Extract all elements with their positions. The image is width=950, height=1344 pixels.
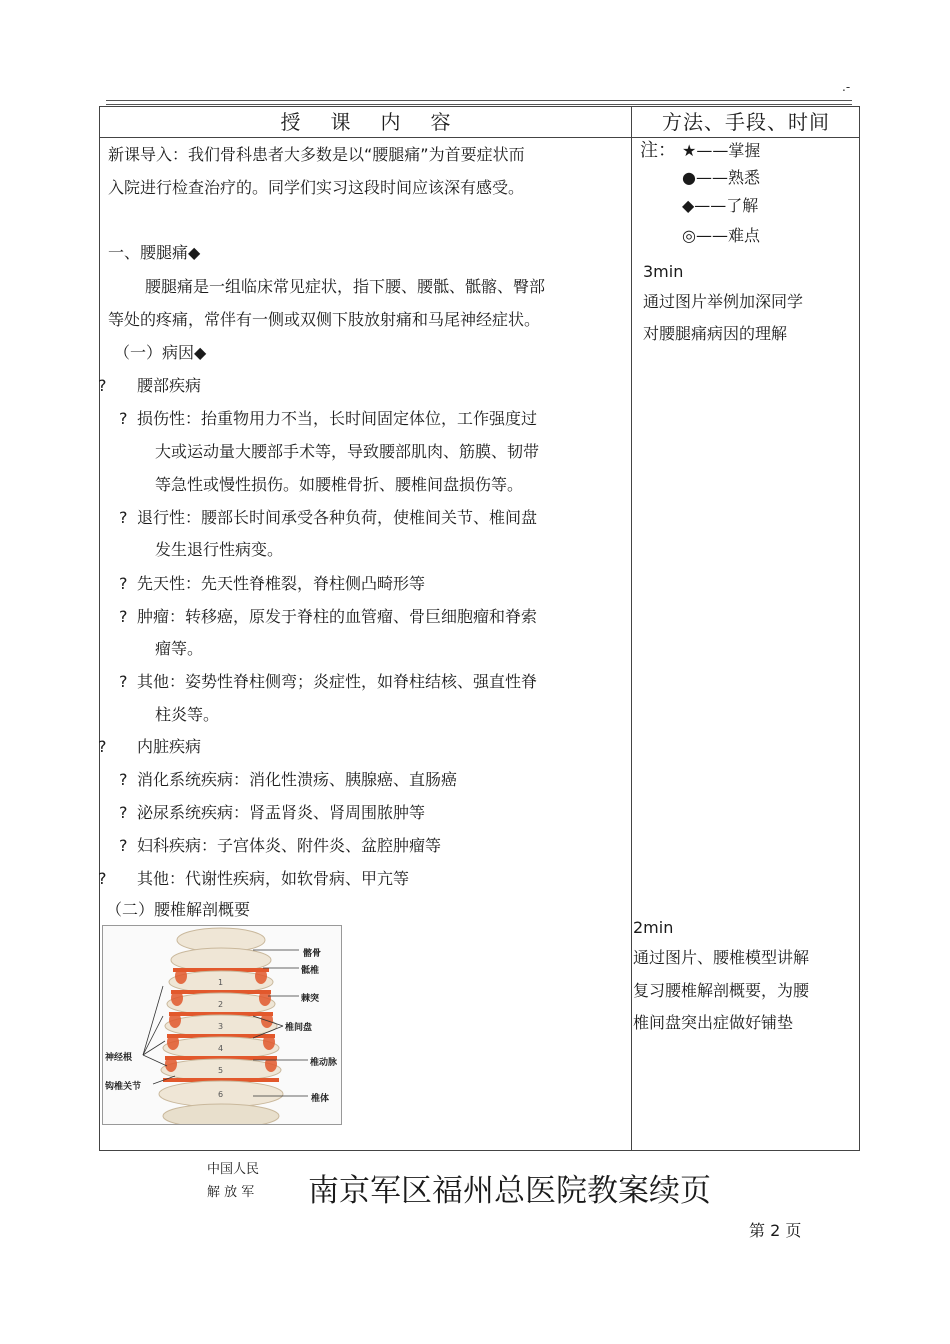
section1-para-line-1: 腰腿痛是一组临床常见症状，指下腰、腰骶、骶髂、臀部 [145, 277, 546, 296]
intro-line-1: 新课导入：我们骨科患者大多数是以“腰腿痛”为首要症状而 [108, 145, 525, 164]
header-teaching-content: 授课内容 [280, 110, 481, 134]
item3-line-1: 先天性：先天性脊椎裂，脊柱侧凸畸形等 [137, 574, 426, 593]
item3-mark: ? [119, 574, 128, 593]
legend-prefix: 注： [640, 140, 676, 161]
item1-line-3: 等急性或慢性损伤。如腰椎骨折、腰椎间盘损伤等。 [155, 475, 524, 494]
item1-mark: ? [119, 409, 128, 428]
note2-line-2: 复习腰椎解剖概要，为腰 [633, 981, 810, 1000]
item6-line-1: 消化系统疾病：消化性溃疡、胰腺癌、直肠癌 [137, 770, 458, 789]
label-iliac: 髂骨 [303, 949, 322, 959]
label-nerve-root: 神经根 [105, 1053, 133, 1063]
item2-line-1: 退行性：腰部长时间承受各种负荷，使椎间关节、椎间盘 [137, 508, 538, 527]
item8-mark: ? [119, 836, 128, 855]
legend-familiar: ●——熟悉 [682, 168, 760, 187]
cat3-title: 其他：代谢性疾病，如软骨病、甲亢等 [137, 869, 410, 888]
cat1-mark: ? [98, 376, 107, 395]
footer-title: 南京军区福州总医院教案续页 [308, 1173, 711, 1209]
section1-para-line-2: 等处的疼痛，常伴有一侧或双侧下肢放射痛和马尾神经症状。 [108, 310, 541, 329]
section1-title: 一、腰腿痛◆ [108, 243, 201, 262]
vertebral-column [159, 928, 283, 1125]
label-uncovertebral: 钩椎关节 [105, 1082, 142, 1092]
item6-mark: ? [119, 770, 128, 789]
item2-line-2: 发生退行性病变。 [155, 540, 284, 559]
top-rule-1 [106, 100, 852, 101]
item1-line-1: 损伤性：抬重物用力不当，长时间固定体位，工作强度过 [137, 409, 538, 428]
time-2min: 2min [633, 918, 674, 937]
vertebra-number-5: 5 [218, 1066, 224, 1075]
legend-difficult: ◎——难点 [682, 226, 760, 245]
legend-understand: ◆——了解 [682, 196, 759, 215]
note2-line-3: 椎间盘突出症做好铺垫 [633, 1013, 794, 1032]
vertebra-number-1: 1 [218, 978, 224, 987]
note1-line-2: 对腰腿痛病因的理解 [643, 324, 788, 343]
vertebra-number-4: 4 [218, 1044, 224, 1053]
legend-master: ★——掌握 [682, 141, 761, 160]
column-divider [631, 107, 632, 1150]
cat1-title: 腰部疾病 [137, 376, 202, 395]
label-disc: 椎间盘 [285, 1023, 313, 1033]
corner-mark: .- [842, 80, 851, 94]
cat2-title: 内脏疾病 [137, 737, 202, 756]
note2-line-1: 通过图片、腰椎模型讲解 [633, 948, 810, 967]
item4-mark: ? [119, 607, 128, 626]
item7-line-1: 泌尿系统疾病：肾盂肾炎、肾周围脓肿等 [137, 803, 426, 822]
page-number: 第 2 页 [749, 1221, 802, 1240]
intro-line-2: 入院进行检查治疗的。同学们实习这段时间应该深有感受。 [108, 178, 525, 197]
label-vertebral-body: 椎体 [311, 1094, 330, 1104]
label-artery: 椎动脉 [310, 1058, 338, 1068]
footer-org-line-1: 中国人民 [207, 1162, 260, 1177]
label-sacrum: 骶椎 [301, 966, 320, 976]
vertebra-number-3: 3 [218, 1022, 224, 1031]
time-3min: 3min [643, 262, 684, 281]
item8-line-1: 妇科疾病：子宫体炎、附件炎、盆腔肿瘤等 [137, 836, 442, 855]
item7-mark: ? [119, 803, 128, 822]
item2-mark: ? [119, 508, 128, 527]
footer-org-line-2: 解 放 军 [207, 1185, 255, 1200]
vertebra-number-2: 2 [218, 1000, 224, 1009]
header-method-time: 方法、手段、时间 [662, 110, 830, 134]
item1-line-2: 大或运动量大腰部手术等，导致腰部肌肉、筋膜、韧带 [155, 442, 540, 461]
top-rule-2 [106, 104, 852, 105]
header-divider [100, 137, 859, 138]
sub1-title: （一）病因◆ [114, 343, 207, 362]
item4-line-1: 肿瘤：转移癌，原发于脊柱的血管瘤、骨巨细胞瘤和脊索 [137, 607, 538, 626]
item5-line-2: 柱炎等。 [155, 705, 220, 724]
cat2-mark: ? [98, 737, 107, 756]
item5-mark: ? [119, 672, 128, 691]
vertebra-number-6: 6 [218, 1090, 224, 1099]
sub2-title: （二）腰椎解剖概要 [106, 900, 251, 919]
label-spinous: 棘突 [301, 994, 320, 1004]
item4-line-2: 瘤等。 [155, 639, 204, 658]
note1-line-1: 通过图片举例加深同学 [643, 292, 804, 311]
item5-line-1: 其他：姿势性脊柱侧弯；炎症性，如脊柱结核、强直性脊 [137, 672, 538, 691]
lumbar-spine-figure [102, 925, 342, 1125]
cat3-mark: ? [98, 869, 107, 888]
